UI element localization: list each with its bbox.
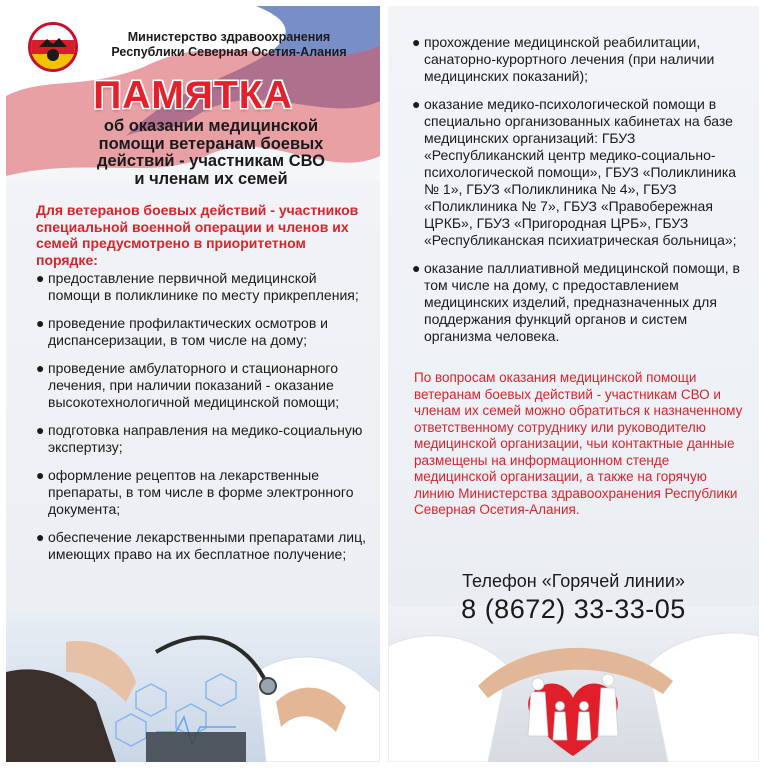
- list-item-text: оказание паллиативной медицинской помощи, в том числе на дому, с предоставлением медицинских изделий, предназначенных для поддержания функций органов и систем организма человека.: [424, 260, 740, 344]
- subtitle-line: помощи ветеранам боевых: [98, 134, 324, 153]
- list-item: [412, 34, 744, 85]
- bullet-icon: ●: [36, 270, 45, 286]
- list-item-text: предоставление первичной медицинской помощи в поликлинике по месту прикрепления;: [48, 270, 359, 303]
- list-item: [412, 96, 744, 249]
- bullet-icon: ●: [36, 529, 45, 545]
- bullet-icon: ●: [36, 360, 45, 376]
- list-item: [36, 529, 368, 563]
- lead-paragraph: Для ветеранов боевых действий - участников специальной военной операции и членов их семей предусмотрено в приоритетном порядке:: [36, 202, 359, 268]
- services-list-right: [412, 34, 744, 356]
- list-item-text: прохождение медицинской реабилитации, санаторно-курортного лечения (при наличии медицинских показаний);: [424, 34, 715, 84]
- bullet-icon: ●: [36, 315, 45, 331]
- left-panel: [6, 6, 380, 762]
- bullet-icon: ●: [412, 260, 421, 276]
- hotline-label: Телефон «Горячей линии»: [462, 571, 685, 591]
- family-hands-heart-photo: [388, 606, 759, 762]
- doctor-stethoscope-photo: [6, 612, 380, 762]
- contact-note: По вопросам оказания медицинской помощи ветеранам боевых действий - участникам СВО и членам их семей можно обратиться к назначенному ответственному сотруднику или руководителю медицинской организации, чьи контактные данные размещены на информационном стенде медицинской организации, а также на горячую линию Министерства здравоохранения Республики Северная Осетия-Алания.: [414, 370, 743, 517]
- north-ossetia-coat-of-arms-icon: [28, 22, 78, 72]
- list-item-text: оказание медико-психологической помощи в специально организованных кабинетах на базе медицинских организаций: ГБУЗ «Республиканский центр медико-социально-психологической помощи», ГБУЗ «Поликлиника № 1», ГБУЗ «Поликлиника № 4», ГБУЗ «Поликлиника № 7», ГБУЗ «Правобережная ЦРКБ», ГБУЗ «Пригородная ЦРБ», ГБУЗ «Республиканская психиатрическая больница»;: [424, 96, 737, 248]
- list-item: [36, 315, 368, 349]
- subtitle-line: и членам их семей: [134, 169, 288, 188]
- subtitle-line: об оказании медицинской: [103, 117, 319, 135]
- list-item: [36, 422, 368, 456]
- list-item-text: подготовка направления на медико-социальную экспертизу;: [48, 422, 363, 455]
- list-item-text: оформление рецептов на лекарственные препараты, в том числе в форме электронного документа;: [48, 467, 354, 517]
- list-item-text: обеспечение лекарственными препаратами лиц, имеющих право на их бесплатное получение;: [48, 529, 367, 562]
- page-subtitle: [46, 118, 376, 188]
- ministry-name: [84, 30, 374, 60]
- hotline-phone-number: 8 (8672) 33-33-05: [461, 594, 686, 624]
- list-item: [36, 270, 368, 304]
- list-item: [36, 360, 368, 411]
- bullet-icon: ●: [412, 34, 421, 50]
- list-item: [36, 467, 368, 518]
- bullet-icon: ●: [36, 422, 45, 438]
- ministry-line-2: Республики Северная Осетия-Алания: [111, 45, 347, 59]
- subtitle-line: действий - участникам СВО: [97, 152, 325, 170]
- bullet-icon: ●: [412, 96, 421, 112]
- ministry-line-1: Министерство здравоохранения: [127, 30, 331, 44]
- list-item-text: проведение амбулаторного и стационарного лечения, при наличии показаний - оказание высокотехнологичной медицинской помощи;: [48, 360, 340, 410]
- services-list-left: [36, 270, 368, 574]
- right-panel: [388, 6, 759, 762]
- list-item: [412, 260, 744, 345]
- list-item-text: проведение профилактических осмотров и диспансеризации, в том числе на дому;: [48, 315, 328, 348]
- bullet-icon: ●: [36, 467, 45, 483]
- page-title: ПАМЯТКА: [93, 74, 293, 117]
